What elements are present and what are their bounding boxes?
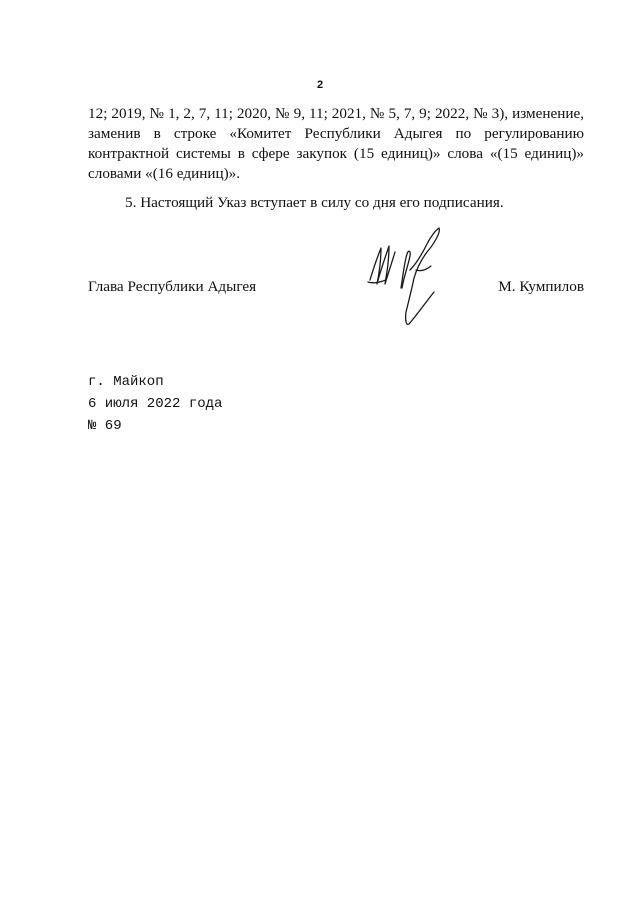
paragraph-line-3: контрактной системы в сфере закупок (15 единиц)» слова «(15 единиц)»	[88, 145, 584, 162]
signatory-name: М. Кумпилов	[498, 278, 584, 295]
signature-block	[88, 277, 584, 297]
paragraph-line-2: заменив в строке «Комитет Республики Адыгея по регулированию	[88, 125, 584, 142]
handwritten-signature	[364, 222, 472, 330]
page-number: 2	[316, 79, 324, 91]
clause-5: 5. Настоящий Указ вступает в силу со дня его подписания.	[125, 194, 504, 211]
footer-number: № 69	[88, 418, 122, 434]
footer-city: г. Майкоп	[88, 374, 164, 390]
signatory-title: Глава Республики Адыгея	[88, 278, 257, 295]
paragraph-line-1: 12; 2019, № 1, 2, 7, 11; 2020, № 9, 11; 2021, № 5, 7, 9; 2022, № 3), изменение,	[88, 105, 584, 122]
paragraph-line-4: словами «(16 единиц)».	[88, 165, 241, 182]
footer-date: 6 июля 2022 года	[88, 396, 223, 412]
